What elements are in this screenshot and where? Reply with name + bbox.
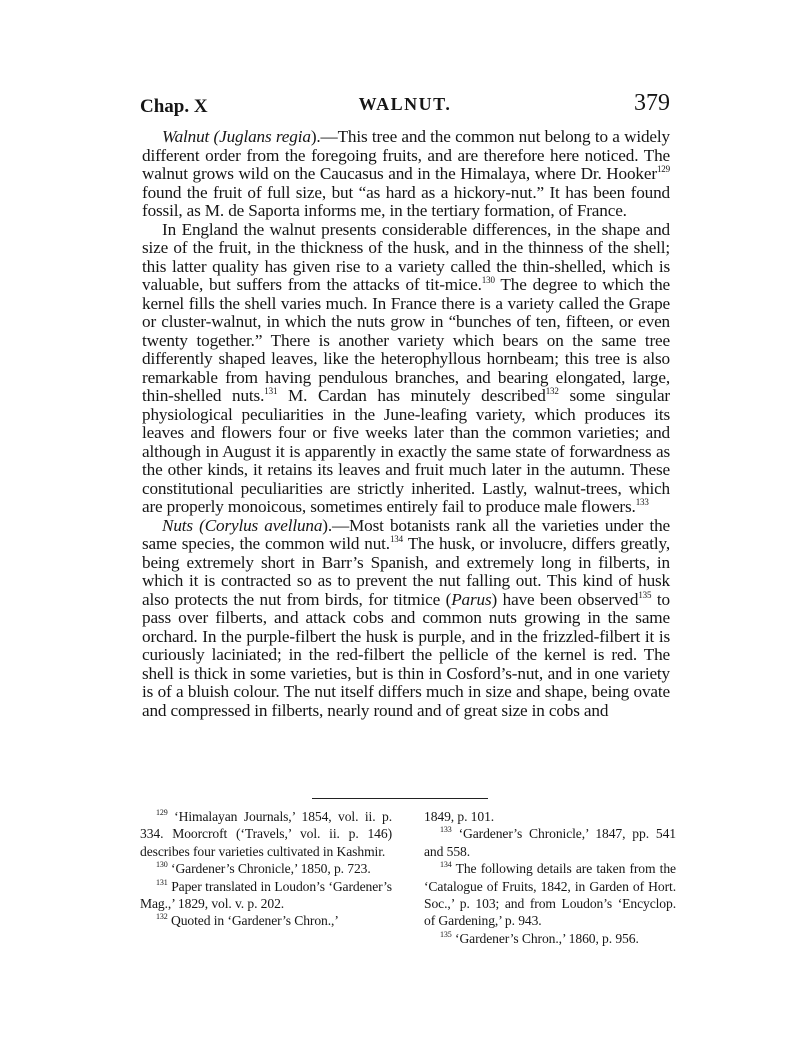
footnote [424,825,676,860]
text-run: M. Cardan has minutely described [277,386,546,405]
footnote-text: Quoted in ‘Gardener’s Chron.,’ [171,913,339,929]
footnote-number: 129 [156,808,168,817]
text-run: In England the walnut presents considerable differences, in the shape and size of the fruit, in the thickness of the husk, and in the thinness of the shell; this latter quality has given rise to a variety called the thin-shelled, which is valuable, but suffers from the attacks of tit-mice. [142,219,670,294]
footnote-text: The following details are taken from the ‘Catalogue of Fruits, 1842, in Garden of Hort. Soc.,’ p. 103; and from Loudon’s ‘Encyclop. of Gardening,’ p. 943. [424,861,676,929]
body-paragraph [142,221,670,517]
text-run: found the fruit of full size, but “as hard as a hickory-nut.” It has been found fossil, as M. de Saporta informs me, in the tertiary formation, of France. [142,182,670,220]
footnote [424,808,676,825]
page-number: 379 [634,90,670,116]
chapter-label: Chap. X [140,96,208,117]
footnote [424,860,676,930]
footnotes-right-column [424,808,676,947]
text-run: ).—This tree and the common nut belong to a widely different order from the foregoing fruits, and are therefore here noticed. The walnut grows wild on the Caucasus and in the Himalaya, where Dr. Hooker [142,127,670,183]
footnote-number: 135 [440,929,452,939]
footnote-ref: 131 [264,386,278,396]
footnote-ref: 135 [638,589,652,600]
footnote-number: 132 [156,912,168,922]
running-title: WALNUT. [358,94,452,114]
text-run: The degree to which the kernel fills the shell varies much. In France there is a variety called the Grape or cluster-walnut, in which the nuts grow in “bunches of ten, fifteen, or even twenty together.” There is another variety which bears on the same tree differently shaped leaves, like the heterophyllous hornbeam; this tree is also remarkable from having pendulous branches, and bearing elongated, large, thin-shelled nuts. [142,275,671,405]
italic-text: Walnut ( [162,127,220,146]
footnote-text: ‘Gardener’s Chron.,’ 1860, p. 956. [455,930,639,946]
footnote-text: Paper translated in Loudon’s ‘Gardener’s Mag.,’ 1829, vol. v. p. 202. [140,878,392,912]
text-run: to pass over filberts, and attack cobs and common nuts growing in the same orchard. In the purple-filbert the husk is purple, and in the frizzled-filbert it is curiously laciniated; in the red-filbert the pellicle of the kernel is red. The shell is thick in some varieties, but is thin in Cosford’s-nut, and in one variety is of a bluish colour. The nut itself differs much in size and shape, being ovate and compressed in filberts, nearly round and of great size in cobs and [142,589,670,720]
footnote-ref: 132 [545,386,559,396]
italic-text: Parus [451,589,492,609]
footnote [140,912,392,929]
text-run: some singular physiological peculiarities in the June-leafing variety, which produces its leaves and flowers four or five weeks later than the common varieties; and although in August it is apparently in exactly the same state of forwardness as the other kinds, it retains its leaves and fruit much later in the autumn. These constitutional peculiarities are strictly inherited. Lastly, walnut-trees, which are properly monoicous, sometimes entirely fail to produce male flowers. [142,386,670,516]
footnote-text: ‘Gardener’s Chronicle,’ 1847, pp. 541 and 558. [424,826,676,859]
footnote-text: 1849, p. 101. [424,809,495,824]
main-text [142,128,670,720]
footnote-number: 134 [440,860,452,870]
footnote-ref: 129 [656,164,670,174]
footnote-number: 131 [156,877,168,887]
italic-text: Juglans regia [219,127,311,146]
footnote [140,860,392,877]
footnote-ref: 134 [389,534,403,544]
footnote [140,878,392,913]
italic-text: Corylus avelluna [204,515,323,535]
footnote-divider [312,798,488,799]
running-header [140,90,670,124]
footnotes-left-column [140,808,392,930]
text-run: The husk, or involucre, differs greatly, being extremely short in Barr’s Spanish, and extremely long in filberts, in which it is contracted so as to prevent the nut falling out. This kind of husk also protects the nut from birds, for titmice ( [142,534,670,609]
footnote-text: ‘Gardener’s Chronicle,’ 1850, p. 723. [171,861,371,877]
body-paragraph [142,517,670,721]
footnote-ref: 130 [481,275,495,285]
footnote [140,808,392,860]
footnote-text: ‘Himalayan Journals,’ 1854, vol. ii. p. 334. Moorcroft (‘Travels,’ vol. ii. p. 146) describes four varieties cultivated in Kashmir. [140,809,392,859]
text-run: ) have been observed [491,589,639,609]
footnote-number: 130 [156,860,168,870]
footnote-number: 133 [440,825,452,835]
italic-text: Nuts ( [162,515,205,535]
footnote-ref: 133 [635,497,649,507]
footnote [424,930,676,947]
body-paragraph [142,128,670,221]
text-run: ).—Most botanists rank all the varieties under the same species, the common wild nut. [142,515,670,553]
